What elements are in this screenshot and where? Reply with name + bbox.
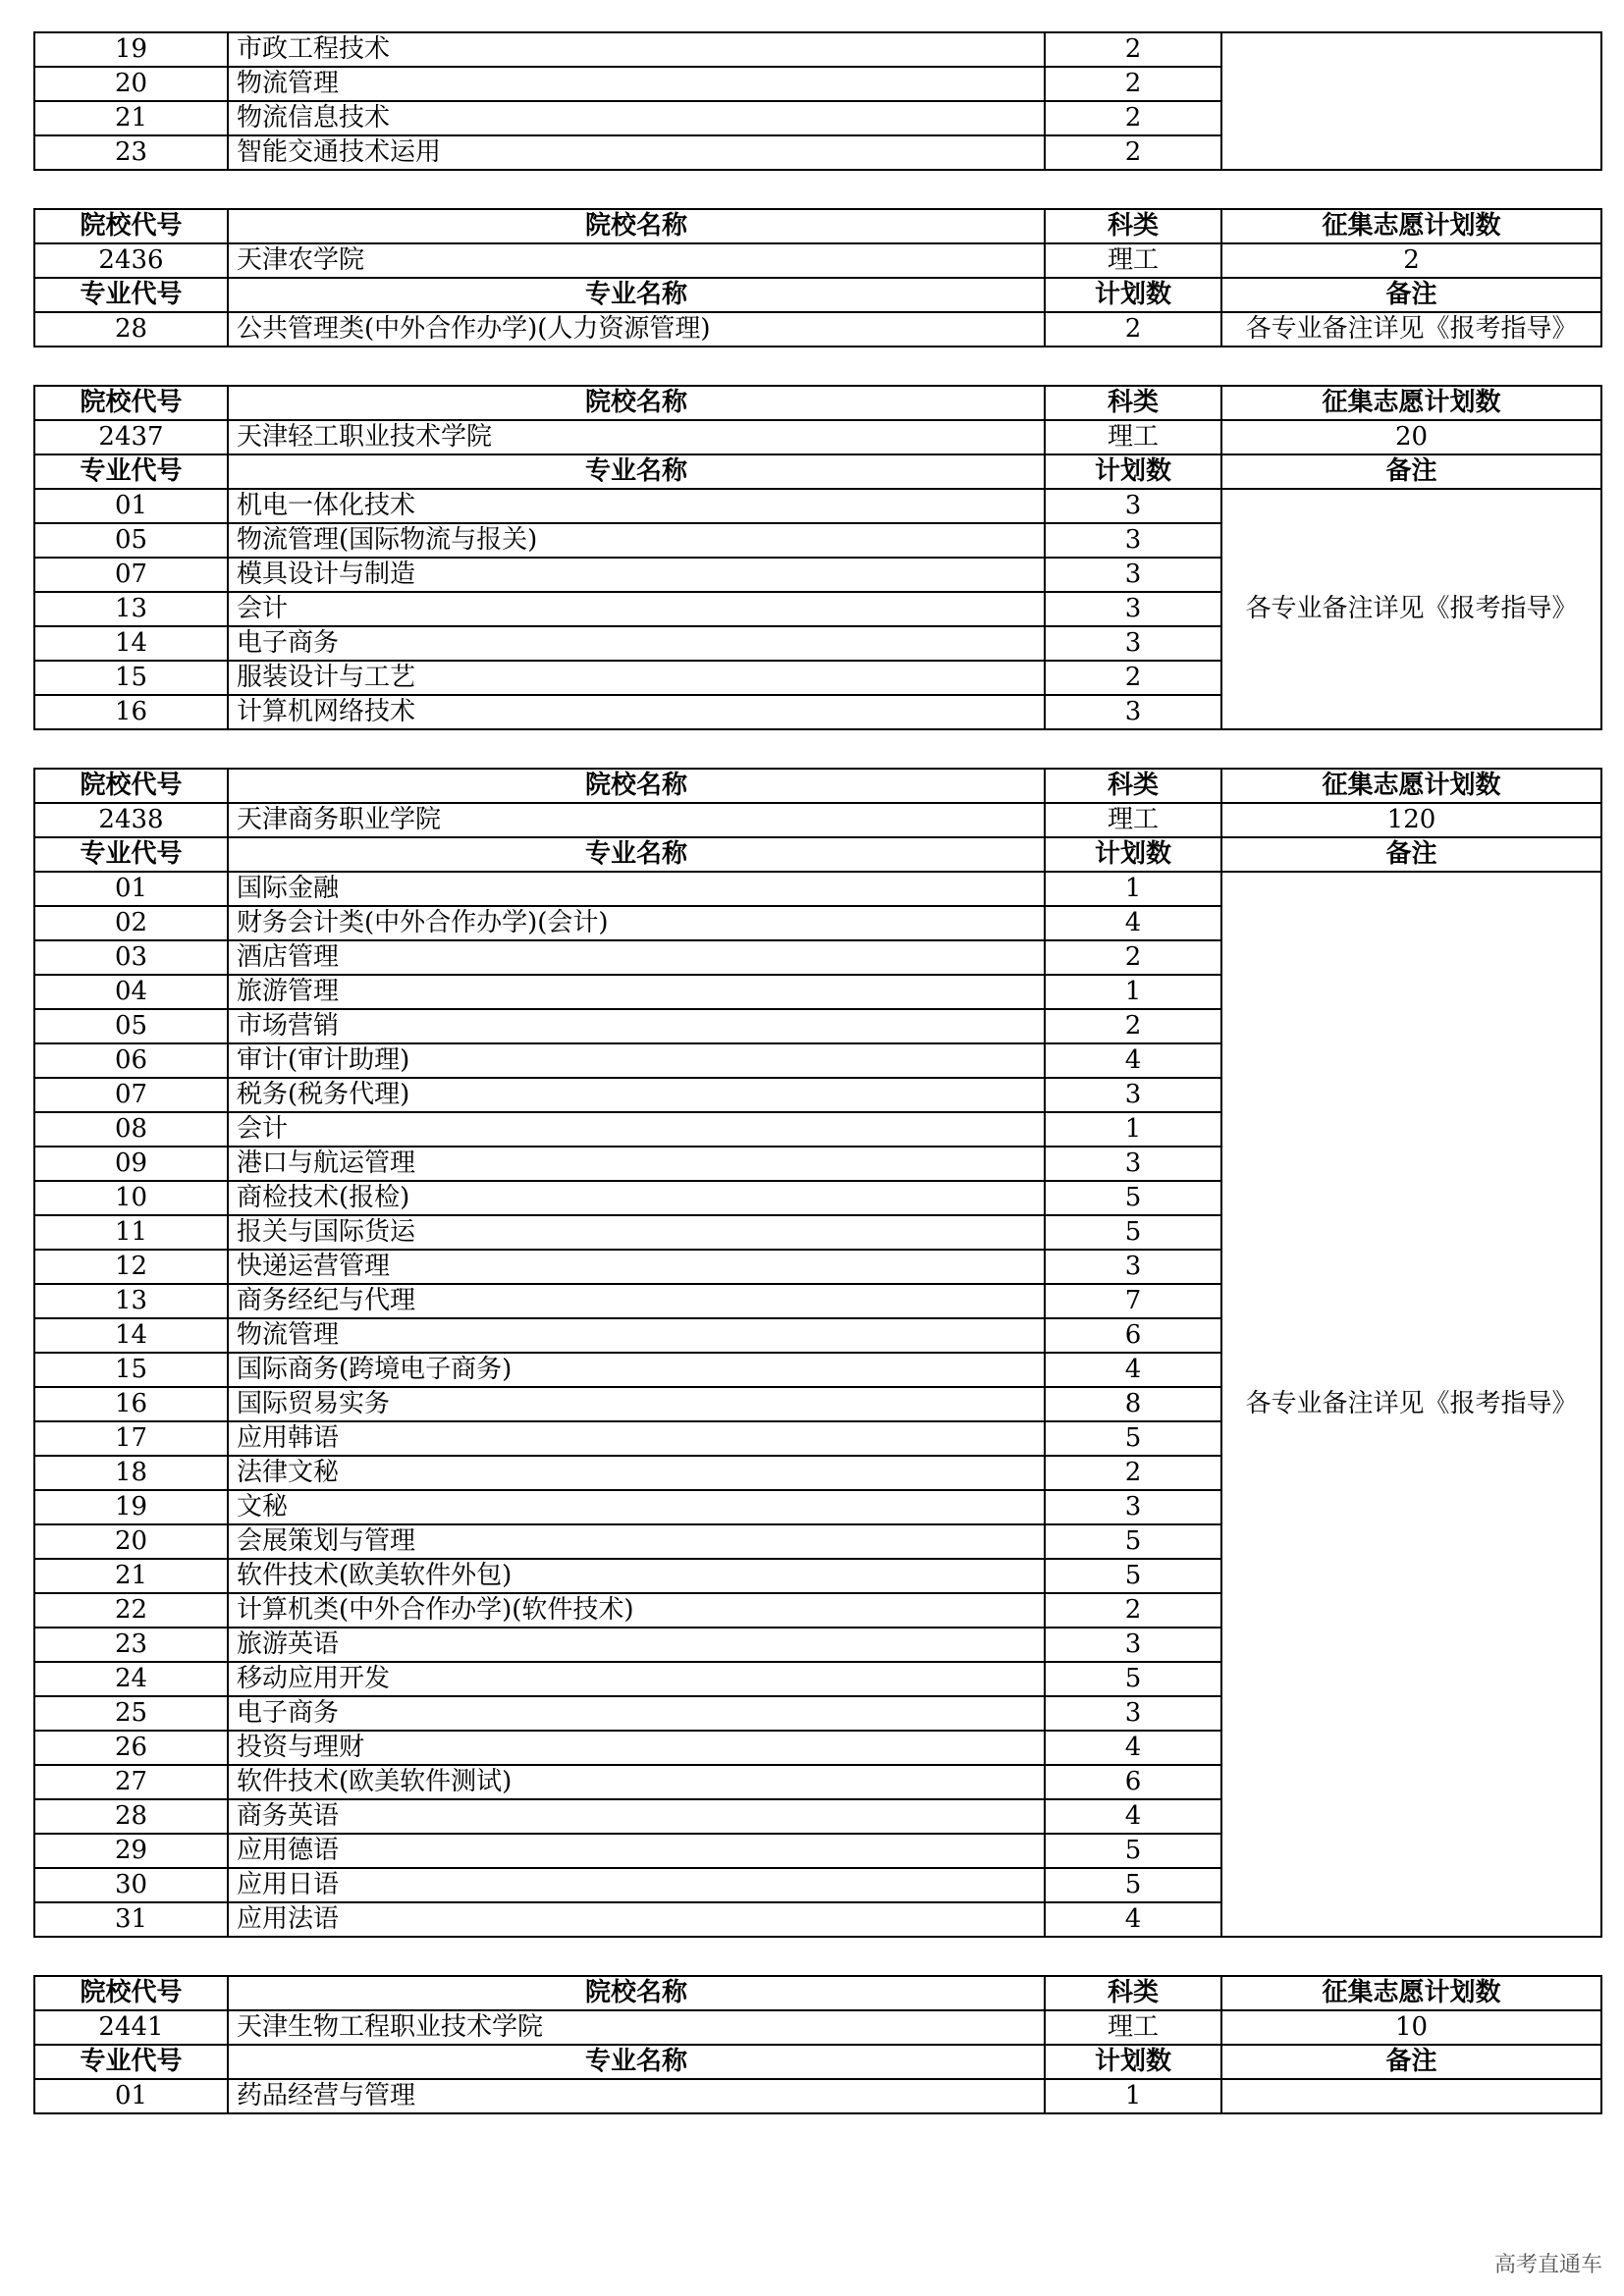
major-plan: 2	[1045, 135, 1221, 170]
major-code: 25	[34, 1696, 228, 1731]
major-plan: 5	[1045, 1524, 1221, 1559]
major-code: 19	[34, 32, 228, 67]
major-note: 各专业备注详见《报考指导》	[1221, 312, 1601, 347]
major-code: 27	[34, 1765, 228, 1799]
major-code: 21	[34, 101, 228, 135]
major-code: 23	[34, 1628, 228, 1662]
school-header-row	[34, 1976, 1601, 2010]
major-name: 港口与航运管理	[228, 1147, 1045, 1181]
major-plan: 5	[1045, 1662, 1221, 1696]
major-code: 13	[34, 1284, 228, 1318]
major-code: 15	[34, 661, 228, 695]
major-plan: 3	[1045, 695, 1221, 729]
major-name: 审计(审计助理)	[228, 1043, 1045, 1078]
major-name: 机电一体化技术	[228, 489, 1045, 523]
major-name: 财务会计类(中外合作办学)(会计)	[228, 906, 1045, 940]
major-code: 28	[34, 1799, 228, 1834]
major-code: 03	[34, 940, 228, 975]
major-code: 16	[34, 1387, 228, 1421]
school-header-row	[34, 209, 1601, 243]
major-name: 智能交通技术运用	[228, 135, 1045, 170]
school-code: 2441	[34, 2010, 228, 2045]
major-header-row	[34, 837, 1601, 872]
major-name: 文秘	[228, 1490, 1045, 1524]
major-plan: 6	[1045, 1765, 1221, 1799]
major-plan: 3	[1045, 1078, 1221, 1112]
major-plan: 4	[1045, 1731, 1221, 1765]
major-code: 14	[34, 1318, 228, 1353]
major-plan: 2	[1045, 940, 1221, 975]
major-code-header: 专业代号	[34, 454, 228, 489]
major-name: 电子商务	[228, 626, 1045, 661]
school-header-row	[34, 769, 1601, 803]
major-name: 报关与国际货运	[228, 1215, 1045, 1250]
school-name-header: 院校名称	[228, 386, 1045, 420]
major-name: 旅游英语	[228, 1628, 1045, 1662]
major-name: 旅游管理	[228, 975, 1045, 1009]
major-name: 应用韩语	[228, 1421, 1045, 1456]
category-header: 科类	[1045, 769, 1221, 803]
major-code: 08	[34, 1112, 228, 1147]
major-code: 31	[34, 1902, 228, 1937]
major-name-header: 专业名称	[228, 454, 1045, 489]
major-code: 05	[34, 1009, 228, 1043]
major-code: 01	[34, 489, 228, 523]
school-name-header: 院校名称	[228, 209, 1045, 243]
major-code: 10	[34, 1181, 228, 1215]
major-plan: 6	[1045, 1318, 1221, 1353]
school-name: 天津农学院	[228, 243, 1045, 278]
quota: 2	[1221, 243, 1601, 278]
quota-header: 征集志愿计划数	[1221, 769, 1601, 803]
major-plan: 2	[1045, 1009, 1221, 1043]
major-name: 应用德语	[228, 1834, 1045, 1868]
category-header: 科类	[1045, 386, 1221, 420]
major-code: 07	[34, 1078, 228, 1112]
major-code: 26	[34, 1731, 228, 1765]
major-name: 快递运营管理	[228, 1250, 1045, 1284]
major-code-header: 专业代号	[34, 278, 228, 312]
major-code: 20	[34, 1524, 228, 1559]
school-code-header: 院校代号	[34, 769, 228, 803]
quota: 20	[1221, 420, 1601, 454]
major-plan: 4	[1045, 1353, 1221, 1387]
major-name: 物流管理	[228, 67, 1045, 101]
major-plan: 4	[1045, 1902, 1221, 1937]
major-code: 04	[34, 975, 228, 1009]
major-code: 30	[34, 1868, 228, 1902]
major-name: 国际金融	[228, 872, 1045, 906]
major-code: 17	[34, 1421, 228, 1456]
major-code: 12	[34, 1250, 228, 1284]
major-name: 税务(税务代理)	[228, 1078, 1045, 1112]
note-header: 备注	[1221, 454, 1601, 489]
note-header: 备注	[1221, 278, 1601, 312]
major-name: 应用日语	[228, 1868, 1045, 1902]
major-name: 市政工程技术	[228, 32, 1045, 67]
major-code-header: 专业代号	[34, 837, 228, 872]
major-name: 商检技术(报检)	[228, 1181, 1045, 1215]
major-plan: 5	[1045, 1215, 1221, 1250]
school-block	[33, 768, 1602, 1938]
major-name-header: 专业名称	[228, 837, 1045, 872]
major-code: 01	[34, 872, 228, 906]
major-name: 物流管理(国际物流与报关)	[228, 523, 1045, 558]
major-code: 19	[34, 1490, 228, 1524]
category-header: 科类	[1045, 209, 1221, 243]
major-plan: 3	[1045, 1628, 1221, 1662]
major-plan: 5	[1045, 1868, 1221, 1902]
block-gap	[33, 1938, 1600, 1975]
major-plan: 1	[1045, 1112, 1221, 1147]
major-name: 电子商务	[228, 1696, 1045, 1731]
plan-header: 计划数	[1045, 837, 1221, 872]
school-header-row	[34, 386, 1601, 420]
major-plan: 4	[1045, 1799, 1221, 1834]
major-plan: 1	[1045, 2079, 1221, 2113]
major-code: 13	[34, 592, 228, 626]
major-name: 酒店管理	[228, 940, 1045, 975]
major-plan: 1	[1045, 975, 1221, 1009]
major-plan: 1	[1045, 872, 1221, 906]
school-info-row	[34, 243, 1601, 278]
school-block	[33, 31, 1602, 171]
school-name: 天津轻工职业技术学院	[228, 420, 1045, 454]
block-gap	[33, 171, 1600, 208]
major-name: 计算机类(中外合作办学)(软件技术)	[228, 1593, 1045, 1628]
block-gap	[33, 347, 1600, 385]
major-note	[1221, 2079, 1601, 2113]
major-plan: 7	[1045, 1284, 1221, 1318]
major-name: 会计	[228, 592, 1045, 626]
major-plan: 5	[1045, 1834, 1221, 1868]
major-name: 模具设计与制造	[228, 558, 1045, 592]
plan-header: 计划数	[1045, 278, 1221, 312]
school-code: 2437	[34, 420, 228, 454]
major-plan: 2	[1045, 312, 1221, 347]
major-header-row	[34, 278, 1601, 312]
major-name: 公共管理类(中外合作办学)(人力资源管理)	[228, 312, 1045, 347]
major-row	[34, 872, 1601, 906]
major-plan: 2	[1045, 661, 1221, 695]
school-block	[33, 385, 1602, 730]
major-row	[34, 2079, 1601, 2113]
major-plan: 2	[1045, 1593, 1221, 1628]
major-plan: 4	[1045, 1043, 1221, 1078]
major-row	[34, 32, 1601, 67]
category-header: 科类	[1045, 1976, 1221, 2010]
major-code: 02	[34, 906, 228, 940]
major-plan: 5	[1045, 1181, 1221, 1215]
major-name: 国际商务(跨境电子商务)	[228, 1353, 1045, 1387]
major-plan: 3	[1045, 1696, 1221, 1731]
school-code: 2436	[34, 243, 228, 278]
category: 理工	[1045, 243, 1221, 278]
major-note	[1221, 32, 1601, 170]
plan-header: 计划数	[1045, 2045, 1221, 2079]
school-code-header: 院校代号	[34, 209, 228, 243]
major-plan: 5	[1045, 1421, 1221, 1456]
major-plan: 4	[1045, 906, 1221, 940]
major-name-header: 专业名称	[228, 2045, 1045, 2079]
major-plan: 2	[1045, 32, 1221, 67]
major-code: 18	[34, 1456, 228, 1490]
major-code: 15	[34, 1353, 228, 1387]
major-code: 07	[34, 558, 228, 592]
school-code: 2438	[34, 803, 228, 837]
category: 理工	[1045, 803, 1221, 837]
major-name: 法律文秘	[228, 1456, 1045, 1490]
major-note: 各专业备注详见《报考指导》	[1221, 872, 1601, 1937]
major-name: 移动应用开发	[228, 1662, 1045, 1696]
major-plan: 3	[1045, 558, 1221, 592]
major-code-header: 专业代号	[34, 2045, 228, 2079]
major-name: 市场营销	[228, 1009, 1045, 1043]
major-name: 会计	[228, 1112, 1045, 1147]
quota-header: 征集志愿计划数	[1221, 1976, 1601, 2010]
category: 理工	[1045, 2010, 1221, 2045]
major-plan: 2	[1045, 67, 1221, 101]
major-code: 21	[34, 1559, 228, 1593]
school-block	[33, 1975, 1602, 2114]
category: 理工	[1045, 420, 1221, 454]
quota-header: 征集志愿计划数	[1221, 386, 1601, 420]
major-note: 各专业备注详见《报考指导》	[1221, 489, 1601, 729]
major-code: 20	[34, 67, 228, 101]
school-info-row	[34, 2010, 1601, 2045]
major-plan: 3	[1045, 626, 1221, 661]
quota: 120	[1221, 803, 1601, 837]
school-name-header: 院校名称	[228, 1976, 1045, 2010]
major-name: 物流信息技术	[228, 101, 1045, 135]
major-code: 16	[34, 695, 228, 729]
major-name: 软件技术(欧美软件测试)	[228, 1765, 1045, 1799]
watermark: 高考直通车	[1493, 2253, 1602, 2277]
major-plan: 3	[1045, 1490, 1221, 1524]
major-code: 28	[34, 312, 228, 347]
major-row	[34, 312, 1601, 347]
school-info-row	[34, 803, 1601, 837]
major-name: 计算机网络技术	[228, 695, 1045, 729]
major-name: 商务英语	[228, 1799, 1045, 1834]
school-name: 天津商务职业学院	[228, 803, 1045, 837]
quota-header: 征集志愿计划数	[1221, 209, 1601, 243]
major-plan: 2	[1045, 1456, 1221, 1490]
school-code-header: 院校代号	[34, 386, 228, 420]
major-plan: 3	[1045, 592, 1221, 626]
quota: 10	[1221, 2010, 1601, 2045]
major-code: 29	[34, 1834, 228, 1868]
note-header: 备注	[1221, 837, 1601, 872]
plan-header: 计划数	[1045, 454, 1221, 489]
school-block	[33, 208, 1602, 347]
major-code: 05	[34, 523, 228, 558]
major-code: 11	[34, 1215, 228, 1250]
school-code-header: 院校代号	[34, 1976, 228, 2010]
major-row	[34, 489, 1601, 523]
major-name: 应用法语	[228, 1902, 1045, 1937]
major-code: 06	[34, 1043, 228, 1078]
major-code: 23	[34, 135, 228, 170]
major-header-row	[34, 2045, 1601, 2079]
major-name: 投资与理财	[228, 1731, 1045, 1765]
admission-document	[33, 31, 1600, 2114]
major-name: 物流管理	[228, 1318, 1045, 1353]
major-plan: 2	[1045, 101, 1221, 135]
major-code: 01	[34, 2079, 228, 2113]
major-name: 软件技术(欧美软件外包)	[228, 1559, 1045, 1593]
major-code: 24	[34, 1662, 228, 1696]
major-plan: 8	[1045, 1387, 1221, 1421]
major-code: 14	[34, 626, 228, 661]
major-plan: 3	[1045, 1250, 1221, 1284]
major-header-row	[34, 454, 1601, 489]
school-name: 天津生物工程职业技术学院	[228, 2010, 1045, 2045]
major-name: 药品经营与管理	[228, 2079, 1045, 2113]
major-plan: 3	[1045, 1147, 1221, 1181]
major-name: 商务经纪与代理	[228, 1284, 1045, 1318]
major-name: 国际贸易实务	[228, 1387, 1045, 1421]
major-name: 会展策划与管理	[228, 1524, 1045, 1559]
block-gap	[33, 730, 1600, 768]
note-header: 备注	[1221, 2045, 1601, 2079]
major-plan: 3	[1045, 489, 1221, 523]
school-name-header: 院校名称	[228, 769, 1045, 803]
school-info-row	[34, 420, 1601, 454]
major-name: 服装设计与工艺	[228, 661, 1045, 695]
major-plan: 5	[1045, 1559, 1221, 1593]
major-plan: 3	[1045, 523, 1221, 558]
major-code: 09	[34, 1147, 228, 1181]
major-code: 22	[34, 1593, 228, 1628]
major-name-header: 专业名称	[228, 278, 1045, 312]
